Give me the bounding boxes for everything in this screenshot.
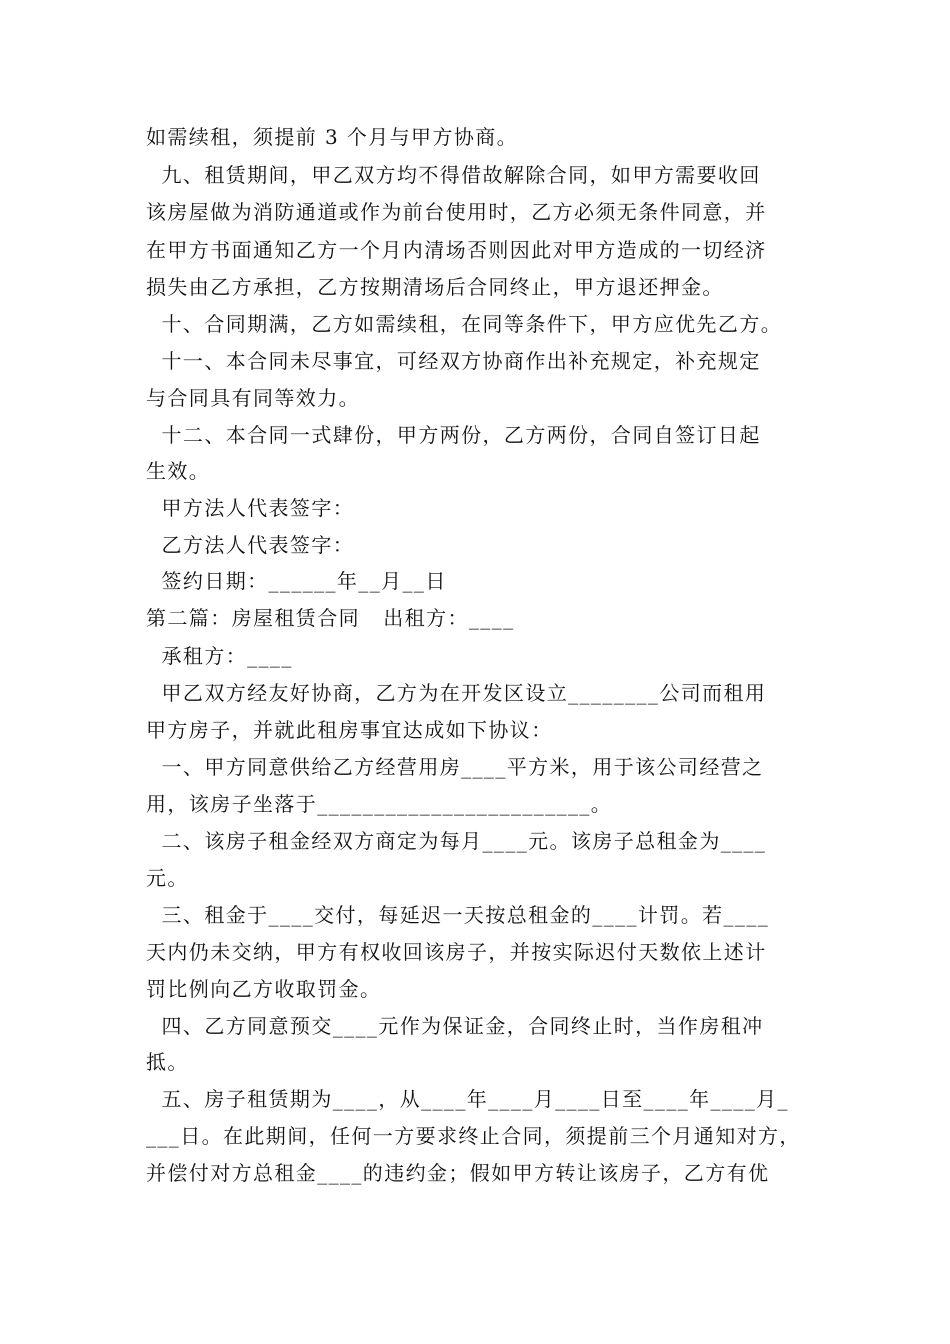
signing-date-line: 签约日期：______年__月__日 (146, 569, 447, 593)
text-line: 用，该房子坐落于________________________。 (146, 792, 613, 816)
text-line: 如需续租，须提前 3 个月与甲方协商。 (146, 125, 519, 149)
text-line: 与合同具有同等效力。 (146, 386, 360, 410)
text-line: 损失由乙方承担，乙方按期清场后合同终止，甲方退还押金。 (146, 275, 724, 299)
text-line: 九、租赁期间，甲乙双方均不得借故解除合同，如甲方需要收回 (146, 163, 761, 187)
text-line: 二、该房子租金经双方商定为每月____元。该房子总租金为____ (146, 829, 767, 853)
text-line: 承租方：____ (146, 644, 293, 668)
text-line: 三、租金于____交付，每延迟一天按总租金的____计罚。若____ (146, 903, 770, 927)
text-line: 抵。 (146, 1050, 189, 1074)
text-line: 五、房子租赁期为____，从____年____月____日至____年____月_ (146, 1087, 789, 1111)
text-line: 十、合同期满，乙方如需续租，在同等条件下，甲方应优先乙方。 (146, 312, 783, 336)
text-line: ___日。在此期间，任何一方要求终止合同，须提前三个月通知对方， (146, 1124, 801, 1148)
text-line: 生效。 (146, 459, 211, 483)
section-heading: 第二篇：房屋租赁合同 出租方：____ (146, 606, 515, 630)
text-line: 该房屋做为消防通道或作为前台使用时，乙方必须无条件同意，并 (146, 200, 767, 224)
text-line: 甲乙双方经友好协商，乙方为在开发区设立________公司而租用 (146, 681, 767, 705)
text-line: 元。 (146, 866, 189, 890)
signature-line-party-b: 乙方法人代表签字： (146, 533, 355, 557)
text-line: 四、乙方同意预交____元作为保证金，合同终止时，当作房租冲 (146, 1014, 764, 1038)
text-line: 十二、本合同一式肆份，甲方两份，乙方两份，合同自签订日起 (146, 423, 761, 447)
text-line: 一、甲方同意供给乙方经营用房____平方米，用于该公司经营之 (146, 755, 764, 779)
text-line: 天内仍未交纳，甲方有权收回该房子，并按实际迟付天数依上述计 (146, 940, 767, 964)
text-line: 十一、本合同未尽事宜，可经双方协商作出补充规定，补充规定 (146, 349, 761, 373)
text-line: 甲方房子，并就此租房事宜达成如下协议： (146, 718, 553, 742)
text-line: 在甲方书面通知乙方一个月内清场否则因此对甲方造成的一切经济 (146, 238, 767, 262)
signature-line-party-a: 甲方法人代表签字： (146, 496, 355, 520)
text-line: 罚比例向乙方收取罚金。 (146, 977, 382, 1001)
text-line: 并偿付对方总租金____的违约金；假如甲方转让该房子，乙方有优 (146, 1161, 770, 1185)
